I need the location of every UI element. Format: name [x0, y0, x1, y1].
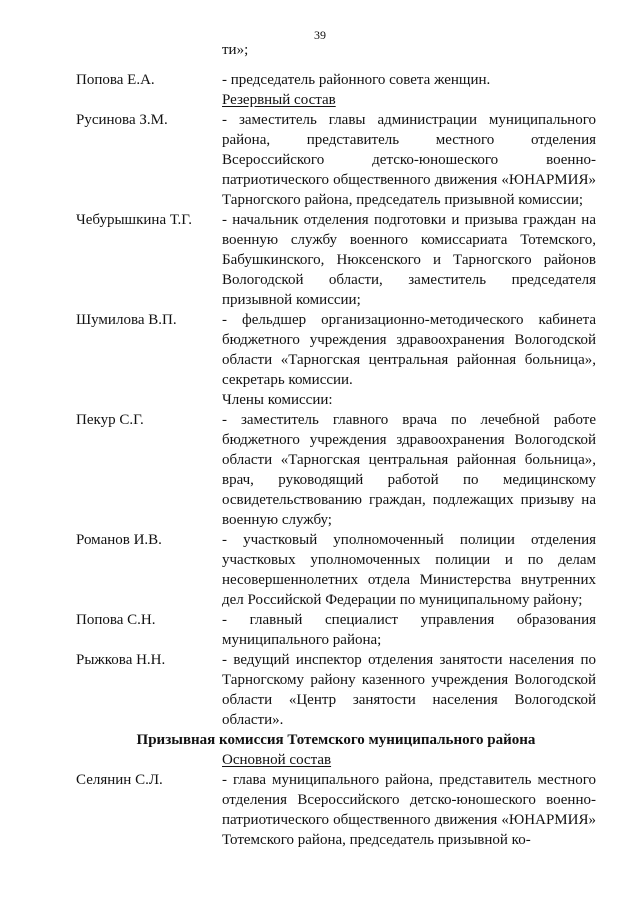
member-name: Попова С.Н.	[76, 612, 156, 628]
member-name: Романов И.В.	[76, 532, 162, 548]
member-role: - начальник отделения подготовки и призыва граждан на военную службу военного комиссариата Тотемского, Бабушкинского, Нюксенского и Тарногского районов Вологодской области, заместитель председателя призывной комиссии;	[222, 212, 596, 308]
member-role: - глава муниципального района, представитель местного отделения Всероссийского детско-юношеского военно-патриотического общественного движения «ЮНАРМИЯ» Тотемского района, председатель призывной ко-	[222, 772, 596, 848]
member-role: - участковый уполномоченный полиции отделения участковых уполномоченных полиции и по делам несовершеннолетних отдела Министерства внутренних дел Российской Федерации по муниципальному району;	[222, 532, 596, 608]
member-entry	[76, 770, 596, 850]
reserve-heading: Резервный состав	[222, 92, 336, 108]
main-heading: Основной состав	[222, 752, 332, 768]
member-role: - заместитель главного врача по лечебной работе бюджетного учреждения здравоохранения Вологодской области «Тарногская центральная районная больница», врач, руководящий работой по медицинскому освидетельствованию граждан, подлежащих призыву на военную службу;	[222, 412, 596, 528]
commission-title: Призывная комиссия Тотемского муниципального района	[136, 732, 536, 748]
member-name: Шумилова В.П.	[76, 312, 177, 328]
reserve-heading-row	[76, 90, 596, 110]
member-role: - ведущий инспектор отделения занятости населения по Тарногскому району казенного учреждения Вологодской области «Центр занятости населения Вологодской области».	[222, 652, 596, 728]
member-name: Рыжкова Н.Н.	[76, 652, 166, 668]
member-name: Чебурышкина Т.Г.	[76, 212, 192, 228]
member-entry	[76, 210, 596, 310]
member-entry	[76, 110, 596, 210]
member-name: Пекур С.Г.	[76, 412, 144, 428]
member-entry	[76, 610, 596, 650]
page-number: 39	[314, 28, 326, 42]
member-name: Русинова З.М.	[76, 112, 168, 128]
main-heading-row	[76, 750, 596, 770]
members-heading-row	[76, 390, 596, 410]
members-heading: Члены комиссии:	[222, 392, 333, 408]
member-entry	[76, 410, 596, 530]
member-role: - главный специалист управления образования муниципального района;	[222, 612, 596, 648]
member-name: Попова Е.А.	[76, 72, 155, 88]
member-entry	[76, 70, 596, 90]
document-body	[76, 70, 596, 850]
member-role: - заместитель главы администрации муниципального района, представитель местного отделения Всероссийского детско-юношеского военно-патриотического общественного движения «ЮНАРМИЯ» Тарногского района, председатель призывной комиссии;	[222, 112, 596, 208]
member-role: - фельдшер организационно-методического кабинета бюджетного учреждения здравоохранения Вологодской области «Тарногская центральная районная больница», секретарь комиссии.	[222, 312, 596, 388]
continuation-text: ти»;	[222, 42, 249, 58]
member-entry	[76, 650, 596, 730]
member-entry	[76, 530, 596, 610]
member-name: Селянин С.Л.	[76, 772, 163, 788]
member-entry	[76, 310, 596, 390]
member-role: - председатель районного совета женщин.	[222, 72, 491, 88]
